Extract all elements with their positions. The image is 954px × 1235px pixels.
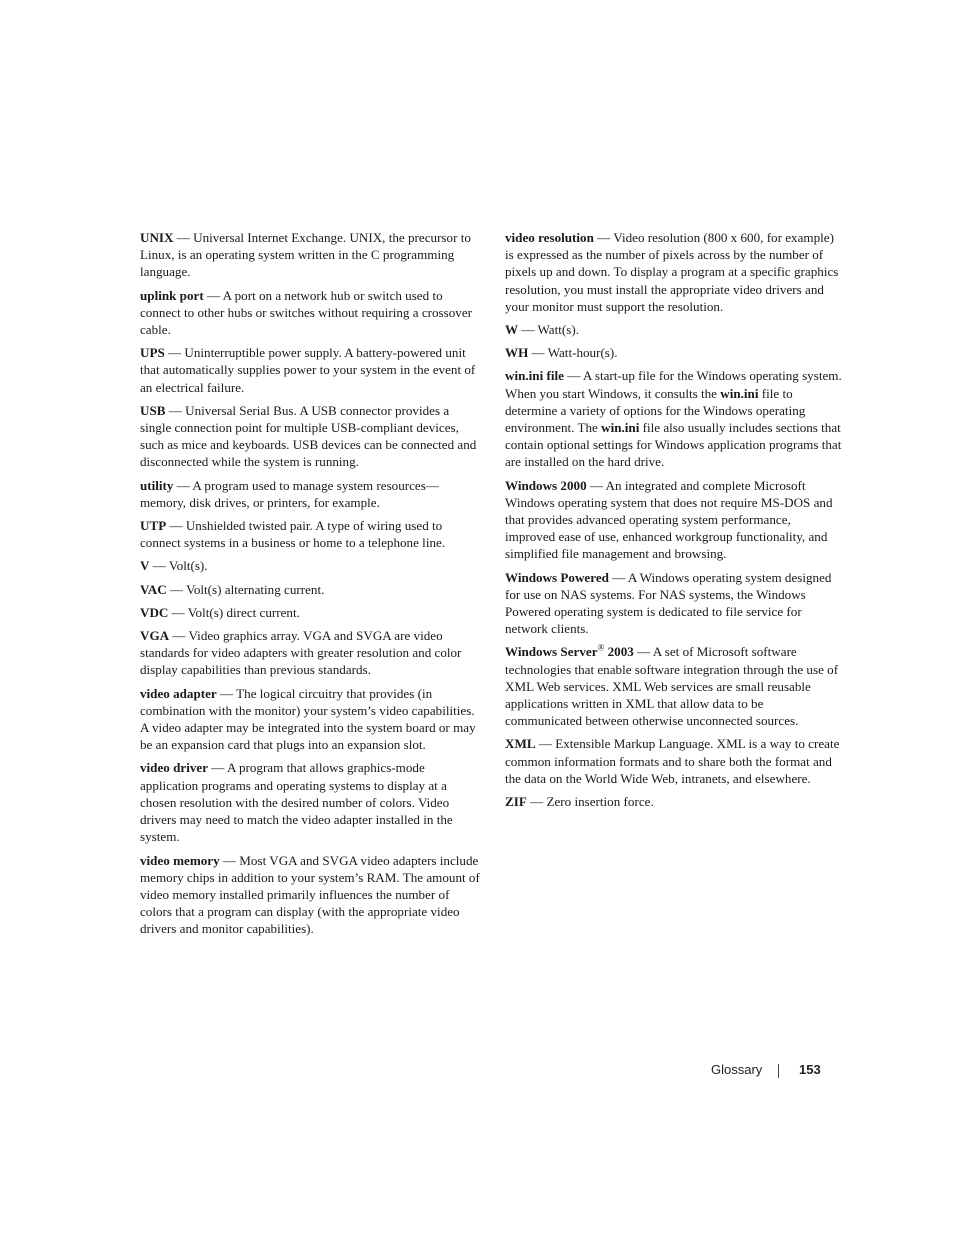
page-number: 153 [799,1062,821,1077]
em-dash: — [173,230,194,245]
glossary-definition: Volt(s). [168,558,208,574]
glossary-entry-uplink-port [140,287,480,339]
glossary-definition: A Windows operating system designed for use on NAS systems. For NAS systems, the Windows Powered operating system is dedicated to file service for network clients. [505,569,832,637]
glossary-entry-utp [140,517,480,551]
glossary-entry-windows-powered [505,569,842,638]
em-dash: — [526,794,547,810]
glossary-term: video resolution [505,230,594,245]
glossary-entry-xml [505,735,842,787]
left-column [140,229,480,944]
glossary-definition: A port on a network hub or switch used to connect to other hubs or switches without requiring a crossover cable. [140,287,472,338]
footer-divider [778,1064,779,1078]
glossary-term: Windows Server [505,644,598,660]
glossary-term: VGA [140,628,170,644]
glossary-definition: Video graphics array. VGA and SVGA are video standards for video adapters with greater resolution and color display capabilities than previous standards. [140,628,462,678]
glossary-definition: Uninterruptible power supply. A battery-powered unit that automatically supplies power to your system in the event of an electrical failure. [140,345,476,395]
registered-mark: ® [597,643,605,654]
glossary-term: video adapter [140,685,217,701]
glossary-entry-video-driver [140,759,480,845]
glossary-definition-part: file also usually includes sections that contain optional settings for Windows application programs that are installed on the hard drive. [505,420,842,470]
glossary-term: XML [505,736,536,752]
glossary-definition: Zero insertion force. [546,794,654,810]
glossary-definition: The logical circuitry that provides (in combination with the monitor) your system’s video capabilities. A video adapter may be integrated into the system board or may be an expansion card that plugs into an expansion slot. [140,685,476,753]
glossary-term: UPS [140,345,165,361]
glossary-entry-video-resolution [505,229,842,315]
glossary-entry-usb [140,402,480,471]
glossary-term-suffix: 2003 [604,644,634,660]
glossary-definition: Volt(s) direct current. [187,604,300,620]
glossary-entry-v [140,557,480,574]
em-dash: — [219,852,240,868]
glossary-definition: A program used to manage system resources—memory, disk drives, or printers, for example. [140,477,439,510]
em-dash: — [563,368,583,384]
em-dash: — [166,518,186,534]
glossary-definition: Universal Internet Exchange. UNIX, the precursor to Linux, is an operating system written in the C programming language. [140,230,471,280]
em-dash: — [168,604,188,620]
glossary-definition: An integrated and complete Microsoft Windows operating system that does not require MS-DOS and that provides advanced operating system performance, improved ease of use, enhanced workgroup functionality, and simplified file management and browsing. [505,477,833,562]
glossary-definition-part: A start-up file for the Windows operating system. When you start Windows, it consults the [505,368,842,401]
glossary-term: win.ini file [505,368,564,384]
glossary-definition: Video resolution (800 x 600, for example) is expressed as the number of pixels across by the number of pixels up and down. To display a program at a specific graphics resolution, you must install the appropriate video drivers and your monitor must support the resolution. [505,230,839,314]
em-dash: — [203,287,223,303]
glossary-term: WH [505,345,529,361]
em-dash: — [593,230,614,245]
em-dash: — [166,581,187,597]
em-dash: — [528,345,548,361]
glossary-definition: Volt(s) alternating current. [186,581,325,597]
em-dash: — [535,736,556,752]
footer-section-label: Glossary [711,1062,763,1077]
right-column [505,229,842,816]
em-dash: — [164,345,185,361]
glossary-term: video driver [140,760,209,776]
glossary-definition: Universal Serial Bus. A USB connector provides a single connection point for multiple USB-compliant devices, such as mice and keyboards. USB devices can be connected and disconnected while the system is running. [140,402,477,470]
em-dash: — [208,760,227,776]
glossary-entry-unix [140,229,480,281]
glossary-definition: A set of Microsoft software technologies that enable software integration through the use of XML Web services. XML Web services are small reusable applications written in XML that allow data to be communicated between otherwise unconnected sources. [505,644,839,729]
em-dash: — [169,628,189,644]
glossary-entry-video-memory [140,852,480,938]
glossary-entry-win-ini-file [505,367,842,470]
glossary-entry-utility [140,477,480,511]
glossary-term: VDC [140,604,169,620]
glossary-term: ZIF [505,794,527,810]
glossary-entry-w [505,321,842,338]
em-dash: — [608,569,628,585]
em-dash: — [586,477,606,493]
em-dash: — [216,685,237,701]
glossary-entry-vac [140,581,480,598]
glossary-term: Windows Powered [505,569,609,585]
glossary-entry-ups [140,344,480,396]
glossary-term: V [140,558,150,574]
glossary-term: W [505,322,519,338]
em-dash: — [173,477,193,493]
glossary-definition: Most VGA and SVGA video adapters include memory chips in addition to your system’s RAM. The amount of video memory installed primarily influences the number of colors that a program can display (with the appropriate video drivers and monitor capabilities). [140,852,480,937]
glossary-term: USB [140,402,166,418]
glossary-definition: Extensible Markup Language. XML is a way to create common information formats and to share both the format and the data on the World Wide Web, intranets, and elsewhere. [505,736,840,786]
em-dash: — [633,644,653,660]
glossary-entry-vdc [140,604,480,621]
glossary-definition: Watt(s). [537,322,579,338]
em-dash: — [165,402,186,418]
glossary-entry-video-adapter [140,685,480,754]
glossary-term: uplink port [140,287,204,303]
glossary-entry-zif [505,793,842,810]
em-dash: — [518,322,538,338]
glossary-term: VAC [140,581,167,597]
filename-emphasis: win.ini [601,420,640,436]
glossary-definition: Watt-hour(s). [547,345,618,361]
page-footer [700,1062,822,1080]
glossary-entry-vga [140,627,480,679]
glossary-term: UTP [140,518,167,534]
glossary-definition: A program that allows graphics-mode application programs and operating systems to display at a chosen resolution with the desired number of colors. Video drivers may need to match the video adapter installed in the system. [140,760,453,845]
glossary-term: video memory [140,852,220,868]
glossary-definition: Unshielded twisted pair. A type of wiring used to connect systems in a business or home to a telephone line. [140,518,446,551]
glossary-definition-part: file to determine a variety of options for the Windows operating environment. The [505,385,806,436]
glossary-entry-wh [505,344,842,361]
glossary-term: Windows 2000 [505,477,587,493]
glossary-term: utility [140,477,174,493]
em-dash: — [149,558,169,574]
glossary-entry-windows-server-2003 [505,643,842,729]
filename-emphasis: win.ini [720,385,759,401]
glossary-entry-windows-2000 [505,477,842,563]
glossary-term: UNIX [140,230,174,245]
